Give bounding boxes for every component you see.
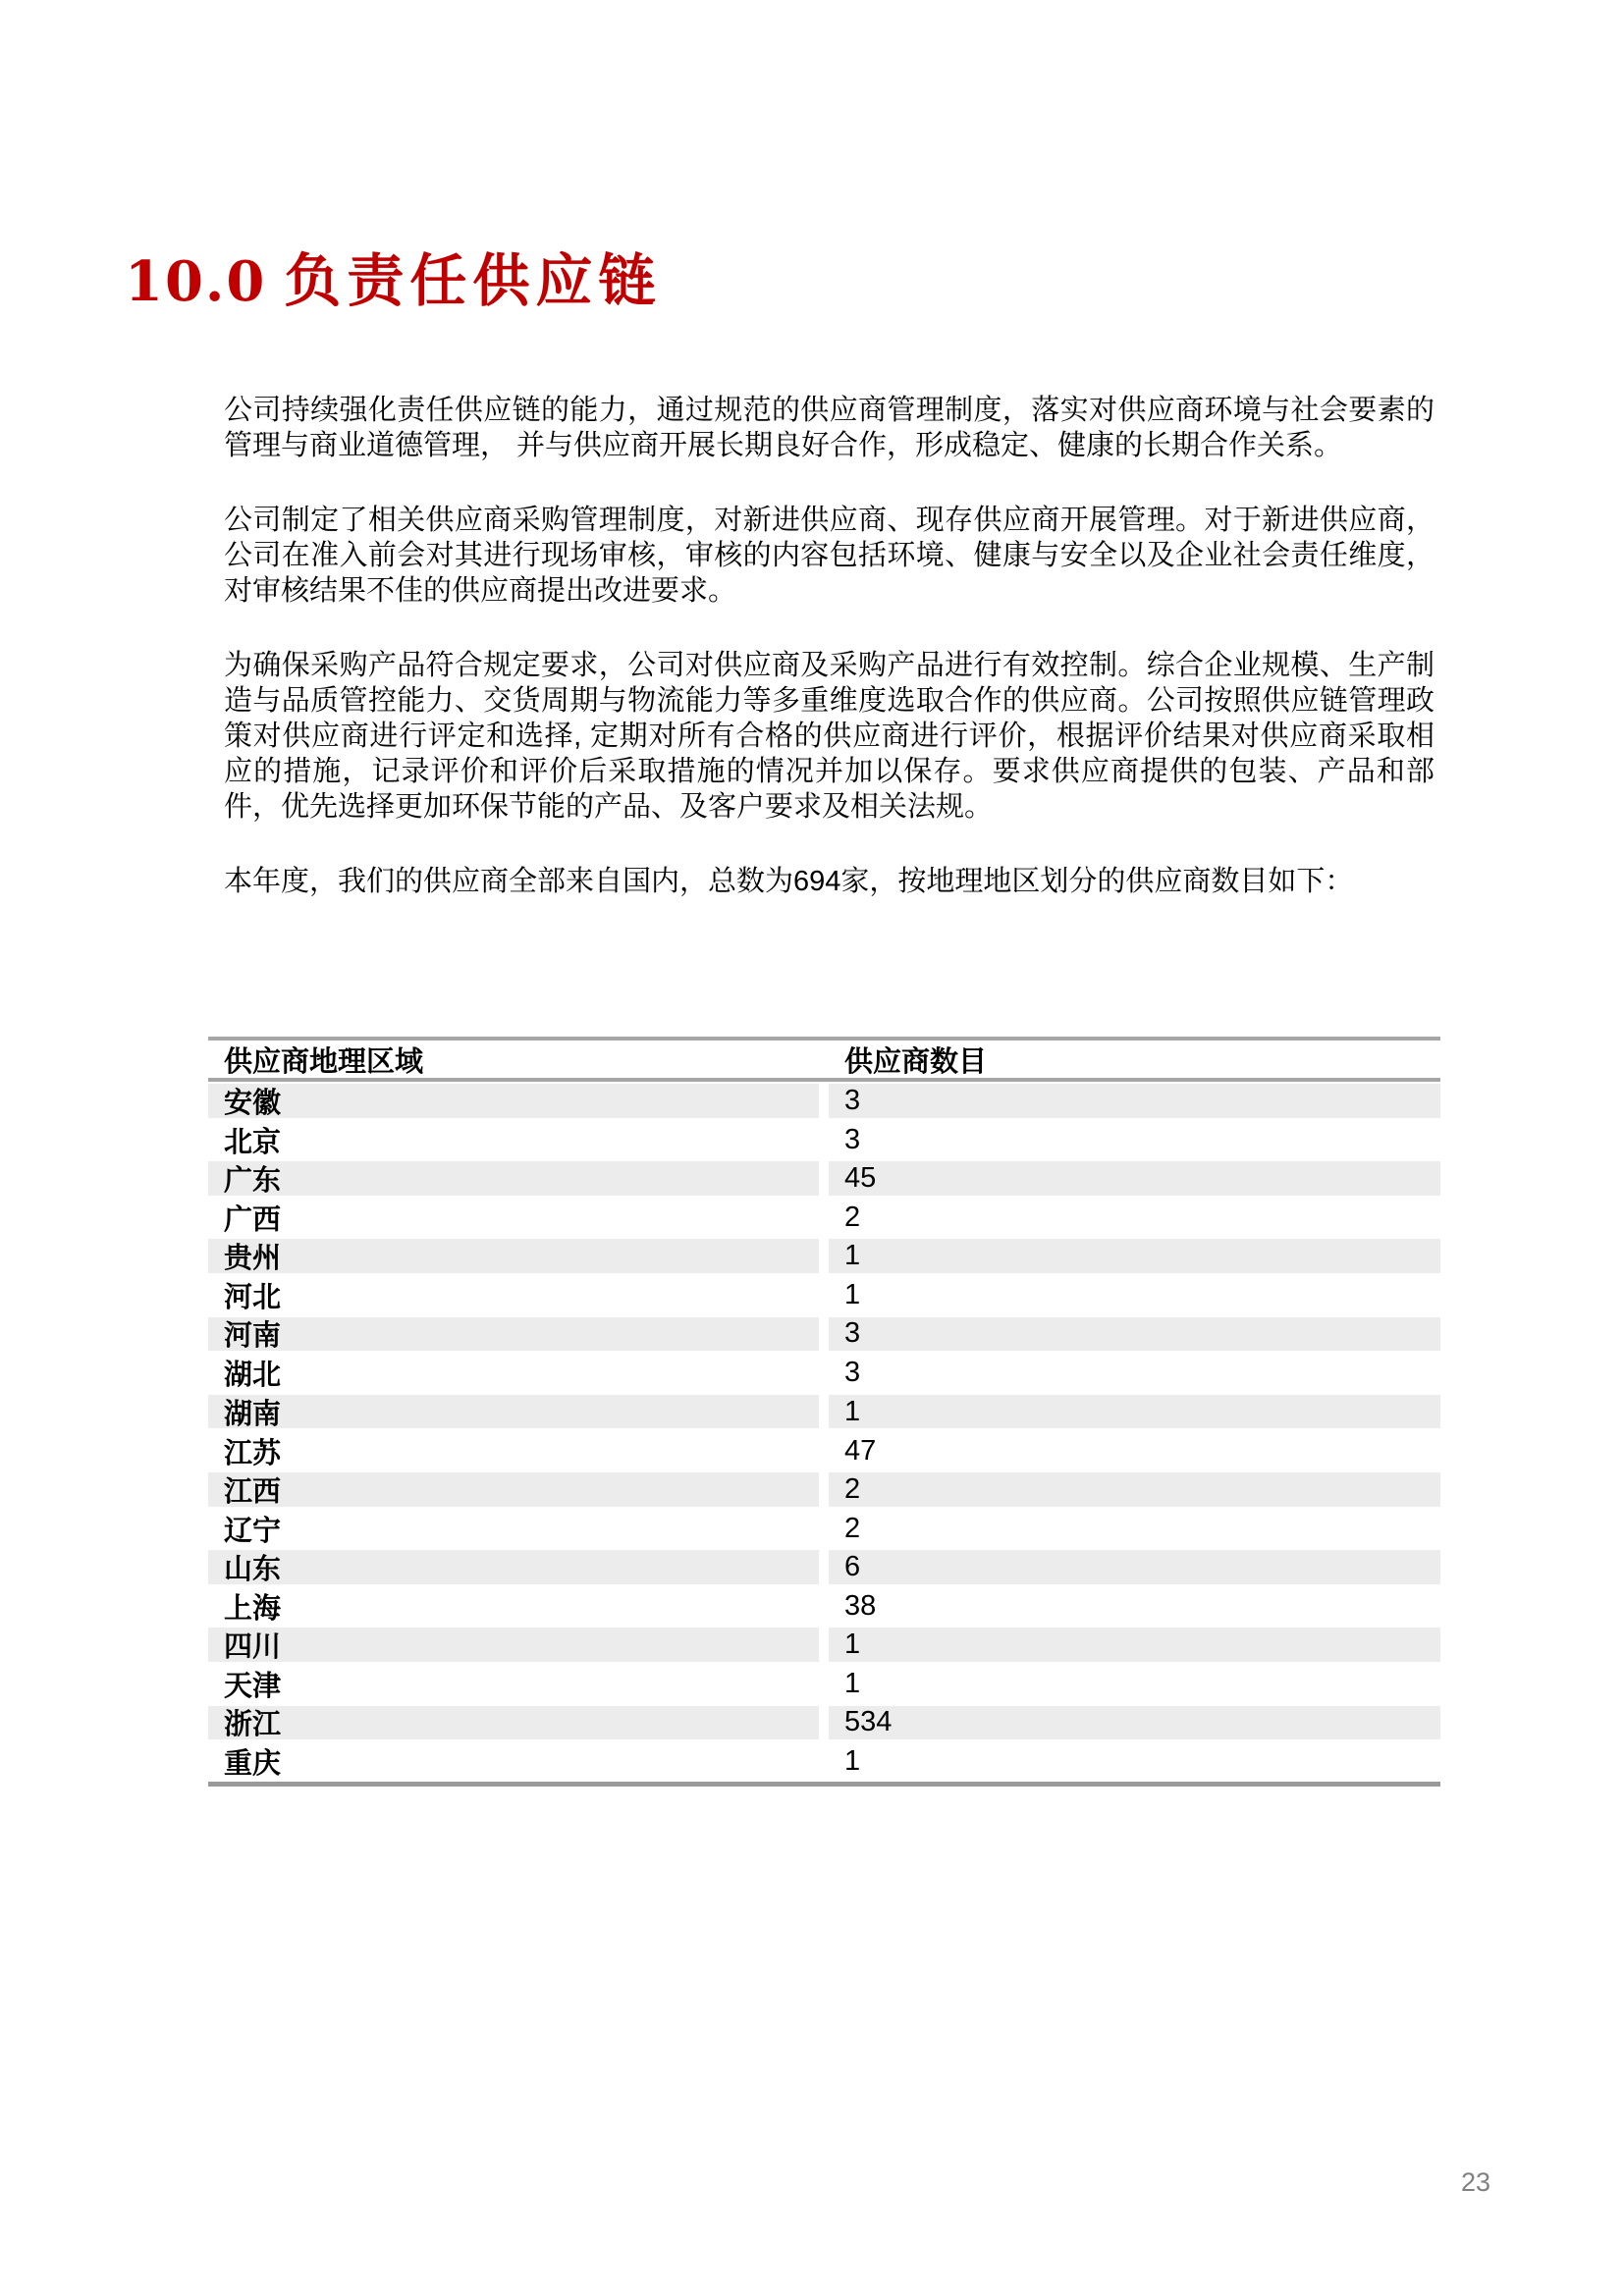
table-header-row <box>208 1041 1440 1078</box>
count-cell: 6 <box>829 1548 1440 1587</box>
count-cell: 1 <box>829 1626 1440 1665</box>
region-cell: 重庆 <box>224 1748 282 1781</box>
count-cell: 1 <box>829 1237 1440 1276</box>
count-cell: 2 <box>829 1470 1440 1510</box>
table-row <box>208 1548 1440 1587</box>
section-number: 10.0 <box>125 249 267 314</box>
count-cell: 3 <box>829 1315 1440 1355</box>
page-title <box>125 249 662 314</box>
table-row <box>208 1315 1440 1355</box>
region-cell: 贵州 <box>208 1237 819 1276</box>
table-row <box>208 1159 1440 1199</box>
count-cell: 3 <box>844 1357 861 1389</box>
count-cell: 2 <box>844 1201 861 1234</box>
table-row <box>208 1121 1440 1160</box>
table-row <box>208 1237 1440 1276</box>
count-cell: 1 <box>829 1393 1440 1432</box>
header-region: 供应商地理区域 <box>224 1045 424 1078</box>
count-cell: 1 <box>844 1279 861 1311</box>
table-row <box>208 1626 1440 1665</box>
region-cell: 北京 <box>224 1126 282 1158</box>
paragraph: 为确保采购产品符合规定要求，公司对供应商及采购产品进行有效控制。综合企业规模、生产制造与品质管控能力、交货周期与物流能力等多重维度选取合作的供应商。公司按照供应链管理政策对供应商进行评定和选择, 定期对所有合格的供应商进行评价，根据评价结果对供应商采取相应的措施，记录评价和评价后采取措施的情况并加以保存。要求供应商提供的包装、产品和部件，优先选择更加环保节能的产品、及客户要求及相关法规。 <box>224 650 1435 823</box>
count-cell: 47 <box>844 1434 877 1467</box>
count-cell: 2 <box>844 1512 861 1544</box>
region-cell: 广西 <box>224 1204 282 1237</box>
region-cell: 四川 <box>208 1626 819 1665</box>
table-row <box>208 1470 1440 1510</box>
supplier-region-table <box>208 1037 1440 1787</box>
table-row <box>208 1587 1440 1627</box>
table-body <box>208 1082 1440 1782</box>
table-row <box>208 1199 1440 1238</box>
count-cell: 38 <box>844 1590 877 1623</box>
table-row <box>208 1665 1440 1704</box>
count-cell: 3 <box>829 1082 1440 1121</box>
header-count: 供应商数目 <box>844 1045 988 1078</box>
region-cell: 广东 <box>208 1159 819 1199</box>
table-row <box>208 1431 1440 1470</box>
region-cell: 江苏 <box>224 1437 282 1469</box>
count-cell: 1 <box>844 1745 861 1778</box>
section-title-text: 负责任供应链 <box>284 249 662 313</box>
region-cell: 浙江 <box>208 1704 819 1743</box>
region-cell: 湖北 <box>224 1360 282 1392</box>
count-cell: 1 <box>844 1668 861 1700</box>
count-cell: 3 <box>844 1123 861 1155</box>
region-cell: 河北 <box>224 1282 282 1314</box>
paragraph: 公司持续强化责任供应链的能力，通过规范的供应商管理制度，落实对供应商环境与社会要素的管理与商业道德管理， 并与供应商开展长期良好合作，形成稳定、健康的长期合作关系。 <box>224 395 1435 461</box>
paragraph: 公司制定了相关供应商采购管理制度，对新进供应商、现存供应商开展管理。对于新进供应商，公司在准入前会对其进行现场审核，审核的内容包括环境、健康与安全以及企业社会责任维度，对审核结果不佳的供应商提出改进要求。 <box>224 505 1435 607</box>
region-cell: 山东 <box>208 1548 819 1587</box>
page-number: 23 <box>1461 2167 1491 2197</box>
body-text <box>224 393 1435 938</box>
region-cell: 辽宁 <box>224 1515 282 1547</box>
table-row <box>208 1354 1440 1393</box>
region-cell: 湖南 <box>208 1393 819 1432</box>
table-row <box>208 1393 1440 1432</box>
table-row <box>208 1510 1440 1549</box>
table-row <box>208 1082 1440 1121</box>
region-cell: 天津 <box>224 1671 282 1703</box>
region-cell: 江西 <box>208 1470 819 1510</box>
table-row <box>208 1704 1440 1743</box>
count-cell: 534 <box>829 1704 1440 1743</box>
region-cell: 河南 <box>208 1315 819 1355</box>
table-bottom-border <box>208 1782 1440 1787</box>
paragraph: 本年度，我们的供应商全部来自国内，总数为694家，按地理地区划分的供应商数目如下： <box>224 866 1354 897</box>
table-row <box>208 1742 1440 1782</box>
region-cell: 上海 <box>224 1593 282 1626</box>
table-row <box>208 1276 1440 1315</box>
region-cell: 安徽 <box>208 1082 819 1121</box>
count-cell: 45 <box>829 1159 1440 1199</box>
